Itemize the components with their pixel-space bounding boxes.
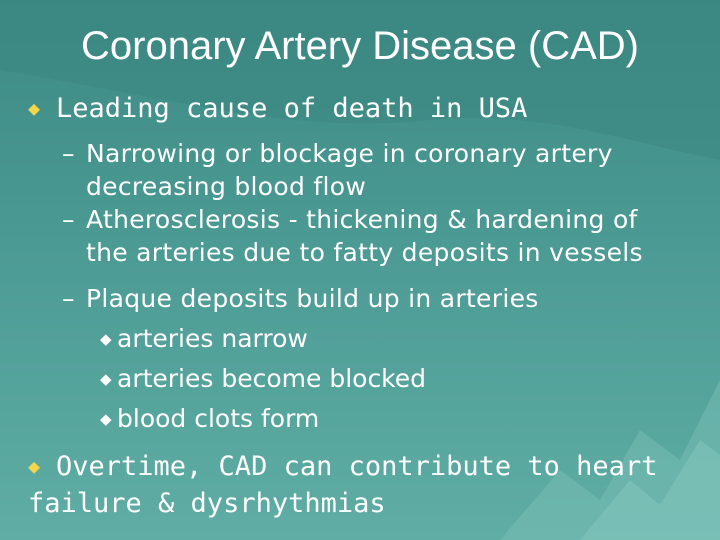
diamond-bullet-icon: ◆ [100,410,112,428]
subbullet-text-line1: Narrowing or blockage in coronary artery [86,139,613,168]
bullet-text-line1: Overtime, CAD can contribute to heart [56,451,658,482]
level3-item-arteries-blocked [100,362,426,396]
level3-item-arteries-narrow [100,322,308,356]
diamond-bullet-icon: ◆ [100,330,112,348]
diamond-bullet-icon: ◆ [28,96,41,120]
subbullet-text-line1: Atherosclerosis - thickening & hardening of [86,205,638,234]
subbullet-atherosclerosis [62,203,702,269]
subbullet-text-line1: Plaque deposits build up in arteries [86,284,539,313]
subbullet-text-line2: the arteries due to fatty deposits in vessels [86,238,643,267]
bullet-text: Leading cause of death in USA [56,93,528,124]
dash-marker: – [62,284,75,313]
diamond-bullet-icon: ◆ [28,454,41,478]
subbullet-text-line2: decreasing blood flow [86,172,367,201]
subbullet-narrowing [62,137,702,203]
level3-text: blood clots form [117,404,320,433]
level3-item-blood-clots [100,402,319,436]
dash-marker: – [62,205,75,234]
level3-text: arteries narrow [117,324,308,353]
bullet-overtime [28,448,708,522]
bullet-leading-cause [28,90,708,127]
dash-marker: – [62,139,75,168]
subbullet-plaque [62,282,702,315]
diamond-bullet-icon: ◆ [100,370,112,388]
bullet-text-line2: failure & dysrhythmias [28,488,386,519]
slide-title: Coronary Artery Disease (CAD) [81,24,639,68]
level3-text: arteries become blocked [117,364,427,393]
